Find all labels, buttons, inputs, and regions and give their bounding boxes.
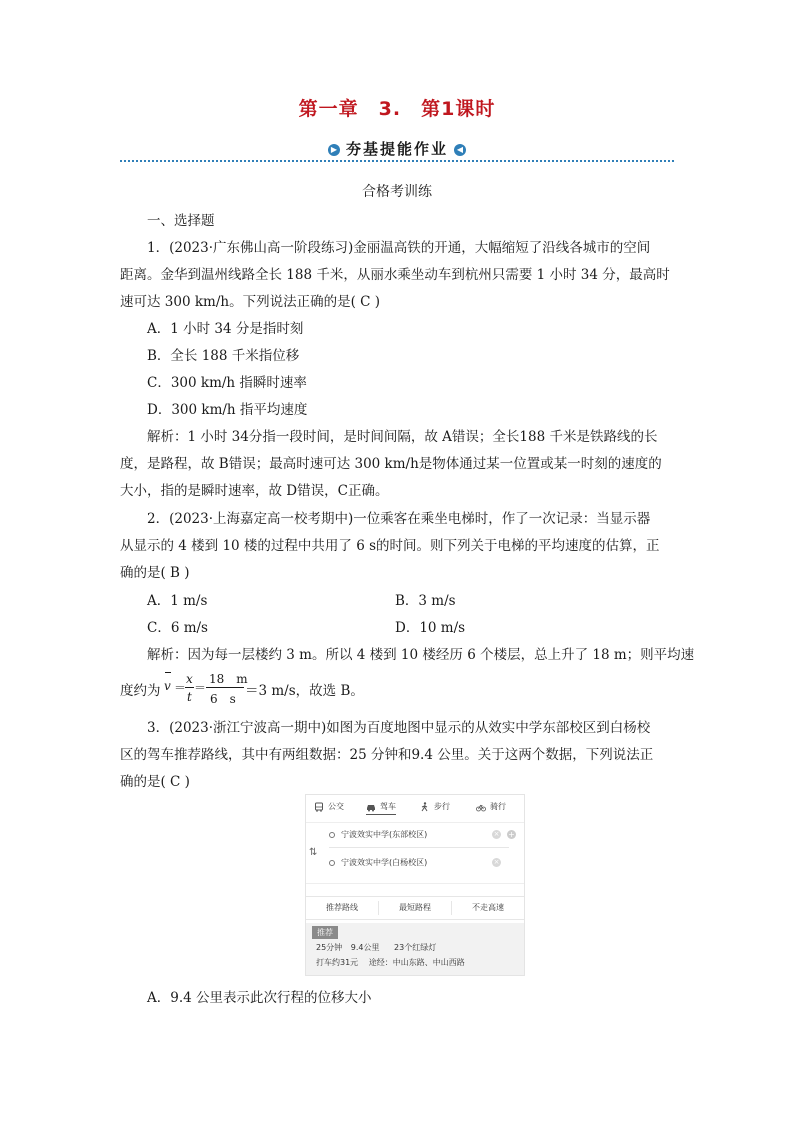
formula-v: v xyxy=(164,679,171,693)
tab-walk-label: 步行 xyxy=(434,802,450,811)
formula-denominator: 6 s xyxy=(210,692,236,706)
tab-car[interactable] xyxy=(366,801,396,815)
q1-solution-2: 度，是路程，故 B错误；最高时速可达 300 km/h是物体通过某一位置或某一时刻的速度的 xyxy=(120,456,662,472)
page-title: 第一章 3. 第1课时 xyxy=(298,98,496,120)
formula-numerator: 18 m xyxy=(209,672,248,686)
q2-solution-1: 解析：因为每一层楼约 3 m。所以 4 楼到 10 楼经历 6 个楼层，总上升了 18 m；则平均速 xyxy=(147,647,695,663)
start-field-value: 宁波效实中学(东部校区) xyxy=(341,830,428,839)
q2-option-a: A．1 m/s xyxy=(147,593,208,609)
q1-line-1: 1．(2023·广东佛山高一阶段练习)金丽温高铁的开通，大幅缩短了沿线各城市的空间 xyxy=(147,240,651,256)
tab-bike[interactable] xyxy=(476,801,506,812)
tab-shortest[interactable]: 最短路程 xyxy=(399,903,431,912)
q1-option-c: C．300 km/h 指瞬时速率 xyxy=(147,375,307,391)
q3-line-2: 区的驾车推荐路线，其中有两组数据：25 分钟和9.4 公里。关于这两个数据，下列说法正 xyxy=(120,747,654,763)
travel-mode-tabs xyxy=(306,801,524,817)
q2-option-d: D．10 m/s xyxy=(395,620,466,636)
end-dot-icon xyxy=(329,860,335,866)
q2-option-b: B．3 m/s xyxy=(395,593,456,609)
formula-t: t xyxy=(187,690,192,704)
start-field[interactable] xyxy=(329,829,427,840)
route-inputs xyxy=(306,822,524,884)
q2-line-3: 确的是( B ) xyxy=(120,565,190,581)
q1-solution-3: 大小，指的是瞬时速率，故 D错误，C正确。 xyxy=(120,483,389,499)
end-field-value: 宁波效实中学(白杨校区) xyxy=(341,858,428,867)
q2-line-2: 从显示的 4 楼到 10 楼的过程中共用了 6 s的时间。则下列关于电梯的平均速度的估算，正 xyxy=(120,538,660,554)
q2-option-c: C．6 m/s xyxy=(147,620,208,636)
q1-line-3: 速可达 300 km/h。下列说法正确的是( C ) xyxy=(120,294,381,310)
fraction-bar-1 xyxy=(185,687,194,688)
recommended-badge: 推荐 xyxy=(312,926,338,939)
q2-line-1: 2．(2023·上海嘉定高一校考期中)一位乘客在乘坐电梯时，作了一次记录：当显示器 xyxy=(147,511,651,527)
clear-end-icon[interactable]: × xyxy=(493,858,500,866)
tab-bus-label: 公交 xyxy=(328,802,344,811)
tab-walk[interactable] xyxy=(420,801,450,812)
swap-icon[interactable]: ⇅ xyxy=(309,847,318,858)
tab-car-label: 驾车 xyxy=(380,802,396,811)
tab-no-highway[interactable]: 不走高速 xyxy=(472,903,504,912)
fraction-bar-2 xyxy=(206,687,244,688)
tab-bike-label: 骑行 xyxy=(490,802,506,811)
walk-icon xyxy=(420,802,430,812)
traffic-lights: 23个红绿灯 xyxy=(394,943,437,952)
q1-option-a: A．1 小时 34 分是指时刻 xyxy=(147,321,304,337)
q2-solution-2-tail: ＝3 m/s，故选 B。 xyxy=(245,683,364,699)
bus-icon xyxy=(314,802,324,812)
banner-label: 夯基提能作业 xyxy=(345,140,448,158)
duration: 25分钟 xyxy=(316,943,343,952)
section-heading: 一、选择题 xyxy=(147,213,215,229)
add-stop-icon[interactable]: + xyxy=(508,830,515,839)
tab-bus[interactable] xyxy=(314,801,344,812)
subhead: 合格考训练 xyxy=(362,184,432,200)
formula-equals-1: ＝ xyxy=(174,681,187,695)
q1-option-d: D．300 km/h 指平均速度 xyxy=(147,402,308,418)
q1-option-b: B．全长 188 千米指位移 xyxy=(147,348,300,364)
q1-line-2: 距离。金华到温州线路全长 188 千米，从丽水乘坐动车到杭州只需要 1 小时 34 分，最高时 xyxy=(120,267,670,283)
start-dot-icon xyxy=(329,832,335,838)
route-result[interactable] xyxy=(306,923,524,975)
formula-x: x xyxy=(186,672,193,686)
tab-recommended[interactable]: 推荐路线 xyxy=(326,903,358,912)
q3-option-a: A．9.4 公里表示此次行程的位移大小 xyxy=(147,990,372,1006)
car-icon xyxy=(366,802,376,812)
q3-line-1: 3．(2023·浙江宁波高一期中)如图为百度地图中显示的从效实中学东部校区到白杨校 xyxy=(147,720,651,736)
taxi-fare: 打车约31元 xyxy=(316,958,359,967)
clear-start-icon[interactable]: × xyxy=(493,830,500,838)
end-field[interactable] xyxy=(329,857,427,868)
route-summary xyxy=(316,942,436,953)
route-option-tabs xyxy=(306,896,524,920)
distance: 9.4公里 xyxy=(350,943,380,952)
left-arrow-icon: ◀ xyxy=(454,144,466,156)
banner-dotted-rule xyxy=(120,160,674,162)
overline xyxy=(165,672,171,673)
q1-solution-1: 解析：1 小时 34分指一段时间，是时间间隔，故 A错误；全长188 千米是铁路线的长 xyxy=(147,429,658,445)
right-arrow-icon: ▶ xyxy=(328,144,340,156)
map-route-screenshot xyxy=(305,794,525,976)
q3-line-3: 确的是( C ) xyxy=(120,774,190,790)
route-detail xyxy=(316,957,465,968)
q2-solution-2-lead: 度约为 xyxy=(120,683,161,699)
formula-equals-2: ＝ xyxy=(194,681,207,695)
section-banner xyxy=(120,138,674,164)
bike-icon xyxy=(476,802,486,812)
route-via: 途经：中山东路、中山西路 xyxy=(368,958,465,967)
